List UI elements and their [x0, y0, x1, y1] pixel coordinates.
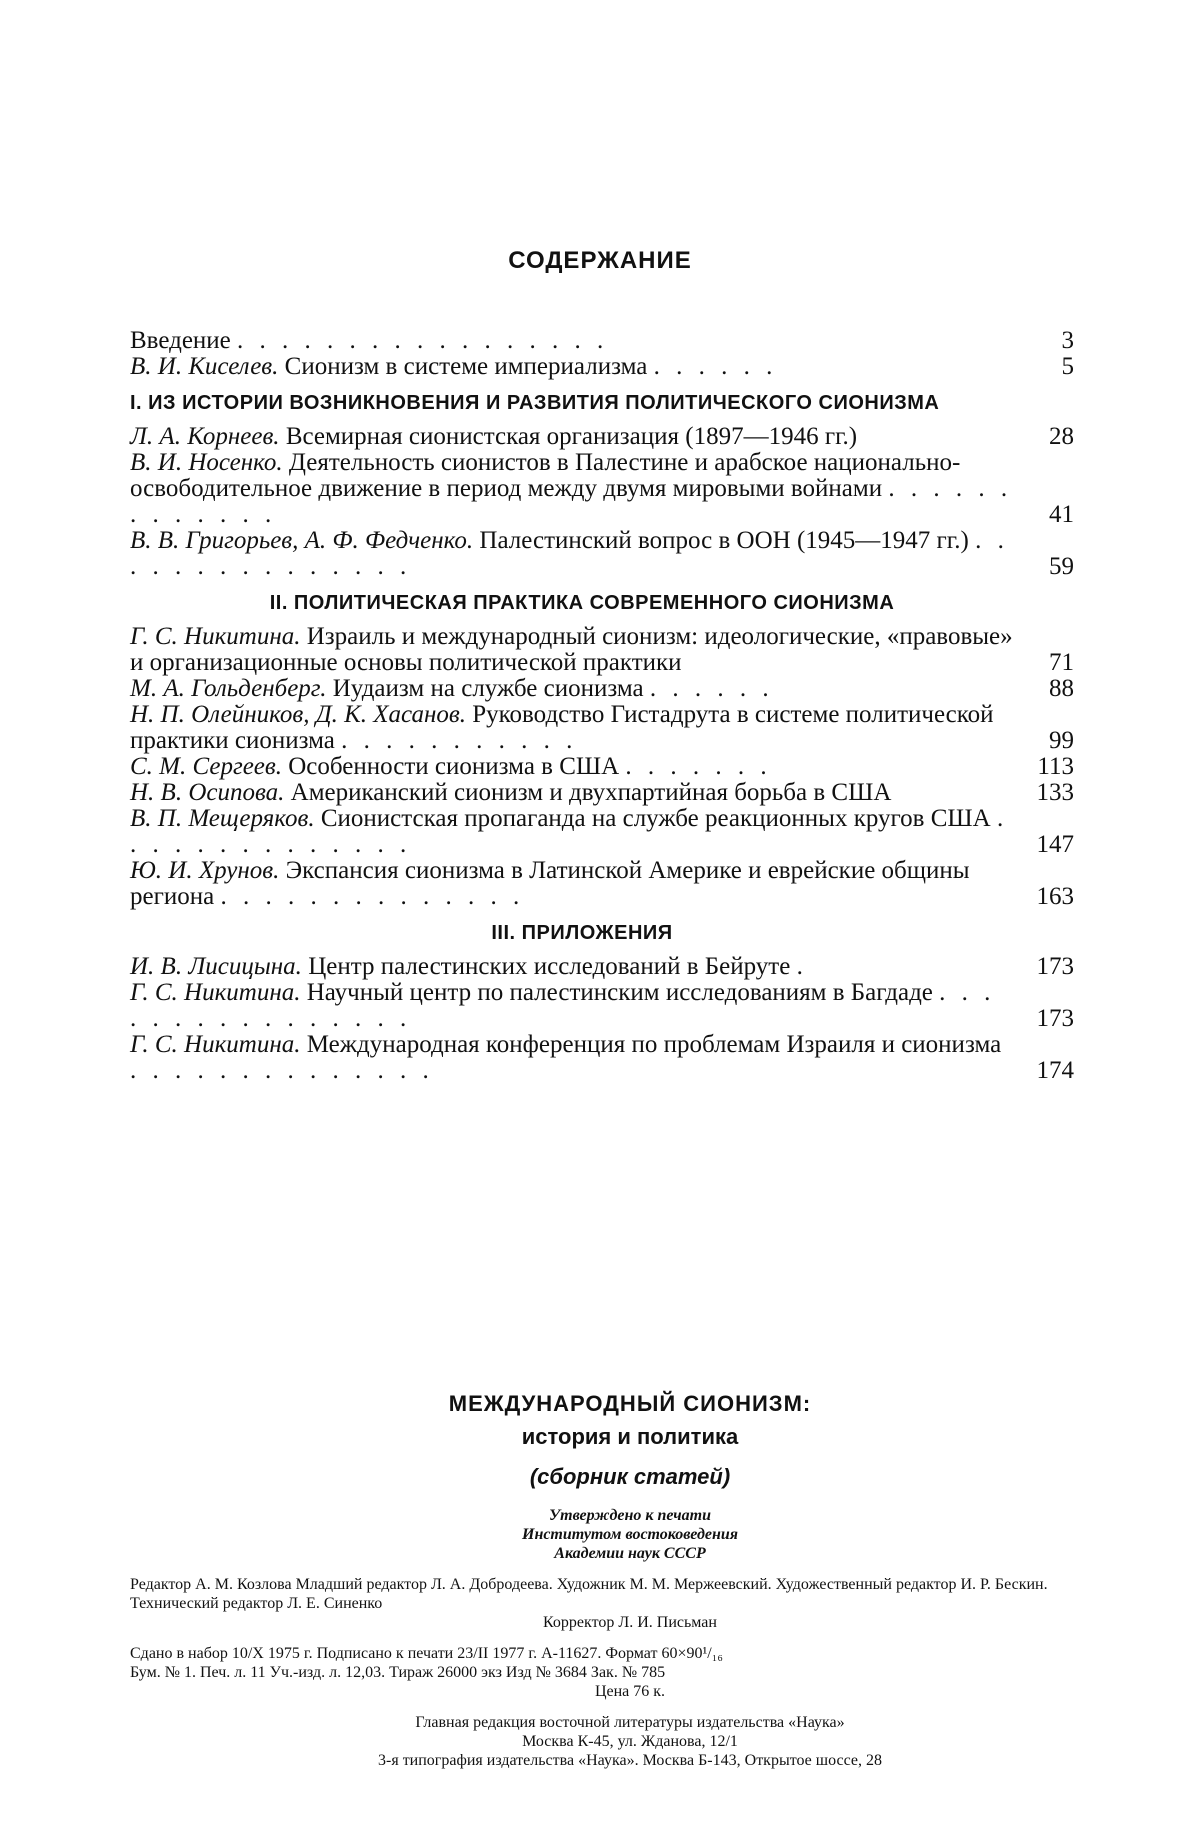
- toc-title: СОДЕРЖАНИЕ: [508, 247, 692, 274]
- entry-author: И. В. Лисицына.: [130, 953, 302, 980]
- entry-author: В. И. Киселев.: [130, 353, 279, 380]
- approval-line-1: Утверждено к печати: [548, 1507, 712, 1524]
- entry-title: Сионистская пропаганда на службе реакционных кругов США: [320, 805, 991, 832]
- entry-title: Введение: [130, 327, 231, 354]
- toc-entry: [130, 780, 1074, 806]
- entry-page: 59: [1049, 553, 1074, 580]
- price: Цена 76 к.: [594, 1683, 666, 1700]
- publisher-line-1: Главная редакция восточной литературы издательства «Наука»: [415, 1714, 845, 1731]
- entry-author: Г. С. Никитина.: [130, 623, 301, 650]
- entry-page: 133: [1036, 779, 1074, 806]
- toc-entry: С. М. Сергеев. Особенности сионизма в США . . . . . . . 113: [130, 753, 1074, 780]
- entry-author: В. В. Григорьев, А. Ф. Федченко.: [130, 527, 474, 554]
- entry-author: Ю. И. Хрунов.: [130, 857, 280, 884]
- entry-author: С. М. Сергеев.: [130, 753, 282, 780]
- entry-title: Центр палестинских исследований в Бейруте: [308, 953, 791, 980]
- entry-title: Руководство Гистадрута в системе политической практики сионизма: [130, 701, 994, 754]
- entry-page: 163: [1036, 883, 1074, 910]
- toc-entry: Г. С. Никитина. Научный центр по палестинским исследованиям в Багдаде . . . . . . . . . . . . . . . . 173: [130, 979, 1074, 1032]
- toc-entry: В. И. Носенко. Деятельность сионистов в Палестине и арабское национально-освободительное движение в период между двумя мировыми войнами . . . . . . . . . . . . . 41: [130, 449, 1074, 528]
- entry-page: 41: [1049, 501, 1074, 528]
- entry-author: В. И. Носенко.: [130, 449, 283, 476]
- entry-title: Всемирная сионистская организация (1897—1946 гг.): [285, 423, 858, 450]
- entry-title: Американский сионизм и двухпартийная борьба в США: [290, 779, 892, 806]
- section-heading-2: II. ПОЛИТИЧЕСКАЯ ПРАКТИКА СОВРЕМЕННОГО СИОНИЗМА: [269, 592, 895, 614]
- entry-author: Л. А. Корнеев.: [130, 423, 280, 450]
- toc-entry: Введение . . . . . . . . . . . . . . . . . 3: [130, 327, 1074, 354]
- imprint-block: [130, 1390, 1130, 1770]
- entry-page: 113: [1037, 753, 1074, 780]
- table-of-contents: [130, 328, 1074, 1084]
- editors-line: Редактор А. М. Козлова Младший редактор Л. А. Добродеева. Художник М. М. Мержеевский. Художественный редактор И. Р. Бескин. Технический редактор Л. Е. Синенко: [130, 1576, 1048, 1612]
- entry-author: В. П. Мещеряков.: [130, 805, 315, 832]
- entry-page: 5: [1061, 353, 1074, 380]
- entry-title: Иудаизм на службе сионизма: [332, 675, 644, 702]
- toc-entry: [130, 424, 1074, 450]
- proofreader-line: Корректор Л. И. Письман: [543, 1614, 717, 1631]
- entry-page: 174: [1036, 1057, 1074, 1084]
- book-collection-note: (сборник статей): [529, 1464, 731, 1489]
- approval-line-2: Институтом востоковедения: [522, 1526, 738, 1543]
- entry-title: Израиль и международный сионизм: идеологические, «правовые» и организационные основы политической практики: [130, 623, 1013, 676]
- publisher-line-2: Москва К-45, ул. Жданова, 12/1: [522, 1733, 738, 1750]
- entry-author: Н. В. Осипова.: [130, 779, 285, 806]
- print-info-line-1: Сдано в набор 10/X 1975 г. Подписано к печати 23/II 1977 г. А-11627. Формат 60×90¹/₁₆: [130, 1645, 723, 1662]
- entry-title: Палестинский вопрос в ООН (1945—1947 гг.): [479, 527, 969, 554]
- entry-page: 173: [1036, 1005, 1074, 1032]
- toc-entry: [130, 624, 1074, 676]
- toc-entry: В. В. Григорьев, А. Ф. Федченко. Палестинский вопрос в ООН (1945—1947 гг.) . . . . . . . . . . . . . . . 59: [130, 527, 1074, 580]
- book-title: МЕЖДУНАРОДНЫЙ СИОНИЗМ:: [448, 1391, 812, 1416]
- toc-entry: В. И. Киселев. Сионизм в системе империализма . . . . . . 5: [130, 353, 1074, 380]
- section-heading-1: I. ИЗ ИСТОРИИ ВОЗНИКНОВЕНИЯ И РАЗВИТИЯ ПОЛИТИЧЕСКОГО СИОНИЗМА: [130, 392, 940, 414]
- print-info-line-2: Бум. № 1. Печ. л. 11 Уч.-изд. л. 12,03. Тираж 26000 экз Изд № 3684 Зак. № 785: [130, 1664, 666, 1681]
- toc-entry: В. П. Мещеряков. Сионистская пропаганда на службе реакционных кругов США . . . . . . . . . . . . . . 147: [130, 805, 1074, 858]
- entry-page: 147: [1036, 831, 1074, 858]
- book-subtitle: история и политика: [521, 1424, 739, 1449]
- toc-entry: И. В. Лисицына. Центр палестинских исследований в Бейруте . 173: [130, 953, 1074, 980]
- entry-page: 3: [1061, 327, 1074, 354]
- entry-author: М. А. Гольденберг.: [130, 675, 327, 702]
- entry-title: Экспансия сионизма в Латинской Америке и еврейские общины региона: [130, 857, 970, 910]
- approval-line-3: Академии наук СССР: [554, 1545, 706, 1562]
- toc-entry: Н. П. Олейников, Д. К. Хасанов. Руководство Гистадрута в системе политической практики сионизма . . . . . . . . . . . 99: [130, 701, 1074, 754]
- entry-page: 71: [1049, 649, 1074, 676]
- publisher-line-3: 3-я типография издательства «Наука». Москва Б-143, Открытое шоссе, 28: [378, 1752, 882, 1769]
- entry-page: 99: [1049, 727, 1074, 754]
- entry-author: Н. П. Олейников, Д. К. Хасанов.: [130, 701, 467, 728]
- section-heading-3: III. ПРИЛОЖЕНИЯ: [491, 922, 673, 944]
- entry-author: Г. С. Никитина.: [130, 1031, 301, 1058]
- entry-page: 173: [1036, 953, 1074, 980]
- toc-entry: Г. С. Никитина. Международная конференция по проблемам Израиля и сионизма . . . . . . . . . . . . . . 174: [130, 1031, 1074, 1084]
- entry-page: 88: [1049, 675, 1074, 702]
- entry-page: 28: [1049, 423, 1074, 450]
- toc-entry: М. А. Гольденберг. Иудаизм на службе сионизма . . . . . . 88: [130, 675, 1074, 702]
- entry-title: Деятельность сионистов в Палестине и арабское национально-освободительное движение в период между двумя мировыми войнами: [130, 449, 961, 502]
- toc-entry: Ю. И. Хрунов. Экспансия сионизма в Латинской Америке и еврейские общины региона . . . . . . . . . . . . . . 163: [130, 857, 1074, 910]
- entry-title: Сионизм в системе империализма: [284, 353, 648, 380]
- entry-author: Г. С. Никитина.: [130, 979, 301, 1006]
- entry-title: Особенности сионизма в США: [288, 753, 620, 780]
- entry-title: Научный центр по палестинским исследованиям в Багдаде: [306, 979, 933, 1006]
- entry-title: Международная конференция по проблемам Израиля и сионизма: [306, 1031, 1002, 1058]
